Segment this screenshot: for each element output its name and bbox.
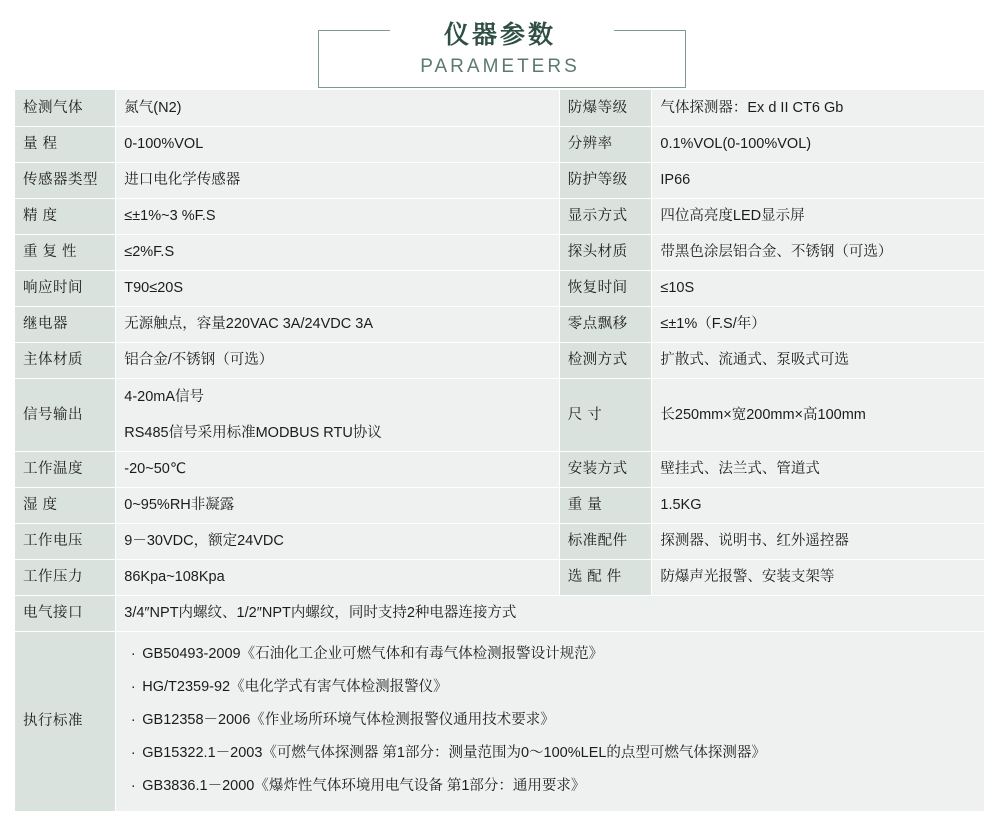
row-label-working-voltage: 工作电压 — [15, 523, 116, 559]
row-label-humidity: 湿 度 — [15, 487, 116, 523]
row-label-sensor-type: 传感器类型 — [15, 162, 116, 198]
table-row — [15, 306, 985, 342]
standard-text: HG/T2359-92《电化学式有害气体检测报警仪》 — [142, 678, 448, 695]
row-value-dimensions: 长250mm×宽200mm×高100mm — [652, 378, 985, 451]
table-row-standards — [15, 631, 985, 811]
row-value-sensor-type: 进口电化学传感器 — [116, 162, 559, 198]
row-label-working-temperature: 工作温度 — [15, 451, 116, 487]
table-row — [15, 198, 985, 234]
row-value-optional-accessories: 防爆声光报警、安装支架等 — [652, 559, 985, 595]
row-value-detection-method: 扩散式、流通式、泵吸式可选 — [652, 342, 985, 378]
row-value-installation-method: 壁挂式、法兰式、管道式 — [652, 451, 985, 487]
bullet-icon: · — [130, 711, 136, 728]
row-value-accuracy: ≤±1%~3 %F.S — [116, 198, 559, 234]
row-value-explosion-proof-grade: 气体探测器：Ex d II CT6 Gb — [652, 90, 985, 126]
row-label-detection-method: 检测方式 — [559, 342, 652, 378]
table-row — [15, 126, 985, 162]
signal-output-line-1: 4-20mA信号 — [124, 388, 205, 405]
row-value-electrical-interface: 3/4″NPT内螺纹、1/2″NPT内螺纹，同时支持2种电器连接方式 — [116, 595, 985, 631]
table-row — [15, 162, 985, 198]
signal-output-line-2: RS485信号采用标准MODBUS RTU协议 — [124, 424, 382, 441]
page-header — [0, 0, 1000, 92]
row-value-range: 0-100%VOL — [116, 126, 559, 162]
list-item — [124, 737, 976, 770]
parameters-table-wrapper — [15, 90, 985, 812]
row-value-working-temperature: -20~50℃ — [116, 451, 559, 487]
table-row — [15, 523, 985, 559]
row-label-dimensions: 尺 寸 — [559, 378, 652, 451]
table-row — [15, 234, 985, 270]
row-value-resolution: 0.1%VOL(0-100%VOL) — [652, 126, 985, 162]
table-row — [15, 487, 985, 523]
standards-list — [124, 632, 976, 811]
row-value-weight: 1.5KG — [652, 487, 985, 523]
page-title-cn: 仪器参数 — [443, 21, 556, 49]
row-label-standards: 执行标准 — [15, 631, 116, 811]
list-item — [124, 704, 976, 737]
row-value-detect-gas: 氮气(N2) — [116, 90, 559, 126]
row-value-signal-output — [116, 378, 559, 451]
row-label-installation-method: 安装方式 — [559, 451, 652, 487]
bullet-icon: · — [130, 678, 136, 695]
row-label-electrical-interface: 电气接口 — [15, 595, 116, 631]
standard-text: GB50493-2009《石油化工企业可燃气体和有毒气体检测报警设计规范》 — [142, 645, 604, 662]
row-value-body-material: 铝合金/不锈钢（可选） — [116, 342, 559, 378]
row-label-optional-accessories: 选 配 件 — [559, 559, 652, 595]
row-value-standard-accessories: 探测器、说明书、红外遥控器 — [652, 523, 985, 559]
table-row-signal-output — [15, 378, 985, 451]
row-value-humidity: 0~95%RH非凝露 — [116, 487, 559, 523]
row-value-recovery-time: ≤10S — [652, 270, 985, 306]
table-row — [15, 559, 985, 595]
row-label-recovery-time: 恢复时间 — [559, 270, 652, 306]
row-label-repeatability: 重 复 性 — [15, 234, 116, 270]
row-label-range: 量 程 — [15, 126, 116, 162]
standard-text: GB3836.1－2000《爆炸性气体环境用电气设备 第1部分：通用要求》 — [142, 777, 586, 794]
row-label-display-mode: 显示方式 — [559, 198, 652, 234]
row-label-signal-output: 信号输出 — [15, 378, 116, 451]
page-title-en: PARAMETERS — [420, 56, 580, 77]
row-label-response-time: 响应时间 — [15, 270, 116, 306]
row-value-working-voltage: 9－30VDC，额定24VDC — [116, 523, 559, 559]
table-row — [15, 451, 985, 487]
table-row — [15, 90, 985, 126]
row-value-relay: 无源触点，容量220VAC 3A/24VDC 3A — [116, 306, 559, 342]
row-label-relay: 继电器 — [15, 306, 116, 342]
bullet-icon: · — [130, 777, 136, 794]
row-value-zero-drift: ≤±1%（F.S/年） — [652, 306, 985, 342]
row-value-repeatability: ≤2%F.S — [116, 234, 559, 270]
row-label-accuracy: 精 度 — [15, 198, 116, 234]
row-value-probe-material: 带黑色涂层铝合金、不锈钢（可选） — [652, 234, 985, 270]
list-item — [124, 671, 976, 704]
row-label-standard-accessories: 标准配件 — [559, 523, 652, 559]
row-value-protection-grade: IP66 — [652, 162, 985, 198]
row-label-explosion-proof-grade: 防爆等级 — [559, 90, 652, 126]
bullet-icon: · — [130, 645, 136, 662]
parameters-table — [15, 90, 985, 812]
row-label-weight: 重 量 — [559, 487, 652, 523]
standard-text: GB12358－2006《作业场所环境气体检测报警仪通用技术要求》 — [142, 711, 555, 728]
row-label-working-pressure: 工作压力 — [15, 559, 116, 595]
row-value-display-mode: 四位高亮度LED显示屏 — [652, 198, 985, 234]
row-label-resolution: 分辨率 — [559, 126, 652, 162]
row-label-detect-gas: 检测气体 — [15, 90, 116, 126]
row-label-protection-grade: 防护等级 — [559, 162, 652, 198]
table-row — [15, 342, 985, 378]
list-item — [124, 638, 976, 671]
row-value-response-time: T90≤20S — [116, 270, 559, 306]
table-row-electrical-interface — [15, 595, 985, 631]
row-label-probe-material: 探头材质 — [559, 234, 652, 270]
standard-text: GB15322.1－2003《可燃气体探测器 第1部分：测量范围为0～100%LEL的点型可燃气体探测器》 — [142, 744, 766, 761]
bullet-icon: · — [130, 744, 136, 761]
row-value-standards — [116, 631, 985, 811]
list-item — [124, 770, 976, 803]
row-label-zero-drift: 零点飘移 — [559, 306, 652, 342]
row-value-working-pressure: 86Kpa~108Kpa — [116, 559, 559, 595]
header-titles — [0, 18, 1000, 80]
row-label-body-material: 主体材质 — [15, 342, 116, 378]
table-row — [15, 270, 985, 306]
